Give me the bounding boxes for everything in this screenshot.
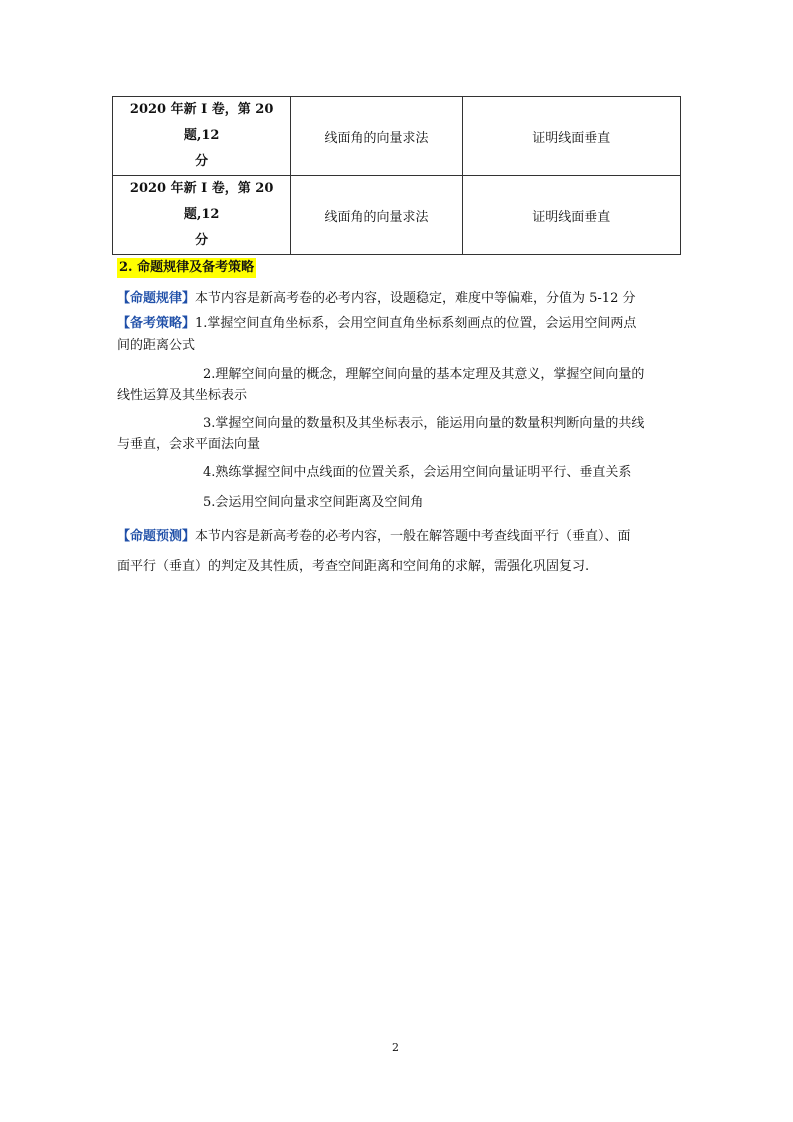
- table-row: [113, 97, 681, 176]
- rule-text: 本节内容是新高考卷的必考内容，设题稳定，难度中等偏难，分值为 5-12 分: [195, 291, 636, 306]
- skill-cell: 证明线面垂直: [462, 97, 680, 176]
- forecast-tag: 【命题预测】: [117, 529, 196, 544]
- exam-source-line: 分: [195, 154, 209, 169]
- strategy-item-4: 4.熟练掌握空间中点线面的位置关系，会运用空间向量证明平行、垂直关系: [203, 465, 632, 480]
- exam-source-cell: [113, 97, 291, 176]
- strategy-item-3-continuation: 与垂直，会求平面法向量: [117, 437, 261, 452]
- rule-tag: 【命题规律】: [117, 291, 196, 306]
- strategy-tag: 【备考策略】: [117, 316, 196, 331]
- forecast-continuation: 面平行（垂直）的判定及其性质，考查空间距离和空间角的求解，需强化巩固复习.: [117, 559, 590, 574]
- topic-cell: 线面角的向量求法: [291, 176, 462, 255]
- strategy-paragraph: [117, 312, 677, 336]
- strategy-item-1: 1.掌握空间直角坐标系，会用空间直角坐标系刻画点的位置，会运用空间两点: [195, 316, 637, 331]
- strategy-item-2: 2.理解空间向量的概念，理解空间向量的基本定理及其意义，掌握空间向量的: [203, 367, 645, 382]
- exam-info-table: [112, 96, 681, 255]
- strategy-item-2-continuation: 线性运算及其坐标表示: [117, 388, 248, 403]
- forecast-text: 本节内容是新高考卷的必考内容，一般在解答题中考查线面平行（垂直）、面: [195, 529, 631, 544]
- rule-paragraph: [117, 287, 677, 311]
- page-number: 2: [392, 1041, 399, 1054]
- exam-source-line: 2020 年新 I 卷，第 20 题,12: [129, 181, 274, 222]
- strategy-item-5: 5.会运用空间向量求空间距离及空间角: [203, 495, 424, 510]
- section-heading: 2. 命题规律及备考策略: [117, 258, 256, 278]
- forecast-paragraph: [117, 525, 677, 549]
- exam-source-cell: [113, 176, 291, 255]
- strategy-item-3: 3.掌握空间向量的数量积及其坐标表示，能运用向量的数量积判断向量的共线: [203, 416, 645, 431]
- exam-source-line: 2020 年新 I 卷，第 20 题,12: [129, 102, 274, 143]
- skill-cell: 证明线面垂直: [462, 176, 680, 255]
- topic-cell: 线面角的向量求法: [291, 97, 462, 176]
- table-row: [113, 176, 681, 255]
- strategy-item-1-continuation: 间的距离公式: [117, 338, 196, 353]
- exam-source-line: 分: [195, 233, 209, 248]
